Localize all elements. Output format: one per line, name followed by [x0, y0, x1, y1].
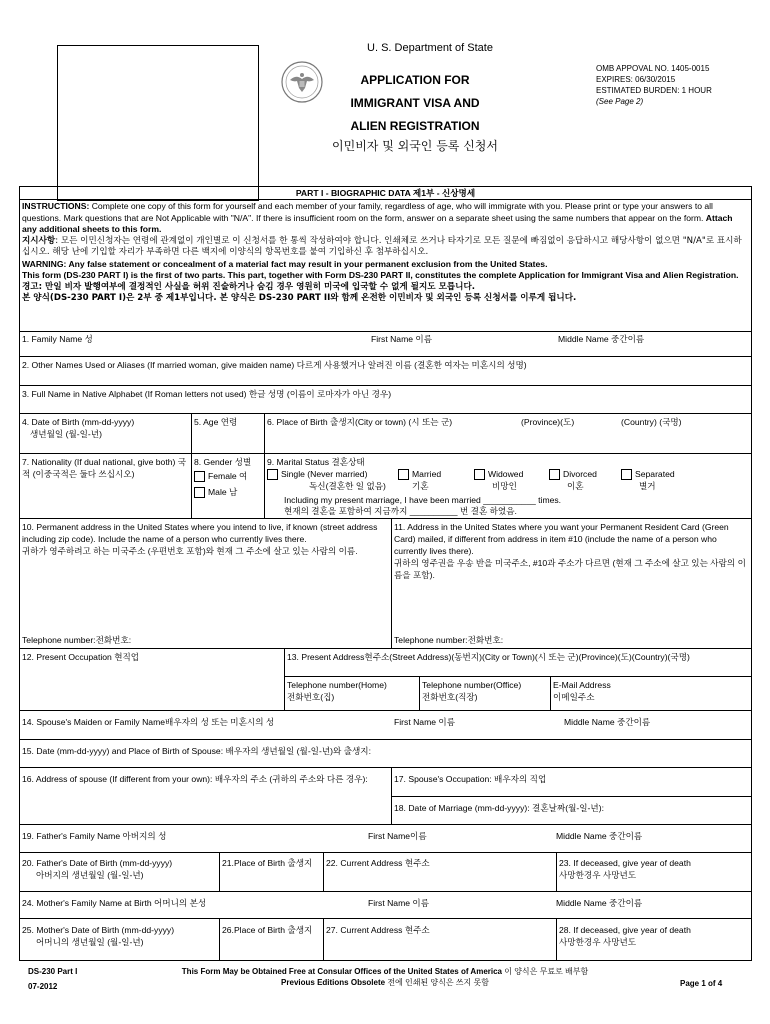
- field-province[interactable]: (Province)(도): [521, 417, 575, 427]
- state-department-seal-icon: [280, 60, 324, 104]
- field-age[interactable]: 5. Age 연령: [194, 417, 238, 427]
- field-mother-birthplace[interactable]: 26.Place of Birth 출생지: [222, 925, 313, 935]
- f10-label: 10. Permanent address in the United States where you intend to live, if known (street address including zip code). Include the name of a person who currently lives there.: [22, 522, 378, 544]
- separated-label: Separated: [635, 469, 675, 479]
- married-label: Married: [412, 469, 442, 479]
- field-spouse-middle-name[interactable]: Middle Name 중간이름: [564, 717, 651, 727]
- omb-burden: ESTIMATED BURDEN: 1 HOUR: [596, 86, 712, 95]
- title-line-3: ALIEN REGISTRATION: [350, 119, 480, 133]
- f11-label-kr: 귀하의 영주권을 우송 반을 미국주소, #10과 주소가 다르면 (현재 그 주소에 살고 있는 사람의 이름을 포함).: [394, 558, 746, 580]
- omb-approval: OMB APPOVAL NO. 1405-0015: [596, 64, 710, 73]
- field-spouse-name[interactable]: 14. Spouse's Maiden or Family Name배우자의 성 또는 미혼시의 성: [22, 717, 275, 727]
- field-present-occupation[interactable]: 12. Present Occupation 현직업: [22, 652, 140, 662]
- field-other-names[interactable]: 2. Other Names Used or Aliases (If married woman, give maiden name) 다르게 사용했거나 알려진 이름 (결혼한 여자는 미혼시의 성명): [22, 360, 527, 370]
- instructions-label: INSTRUCTIONS:: [22, 201, 90, 211]
- married-times[interactable]: Including my present marriage, I have been married ___________ times.: [284, 495, 562, 505]
- instructions-text: Complete one copy of this form for yourself and each member of your family, regardless of age, who will immigrate with you. Please print or type your answers to all questions. Mark questions that are Not Applicable with "N/A". If there is insufficient room on the form, answer on a separate sheet using the same numbers that appear on the form.: [22, 201, 713, 223]
- single-label: Single (Never married): [281, 469, 368, 479]
- field-mother-family-name[interactable]: 24. Mother's Family Name at Birth 어머니의 본성: [22, 898, 207, 908]
- title-line-1: APPLICATION FOR: [360, 73, 470, 87]
- single-checkbox[interactable]: [267, 469, 278, 480]
- warning-korean: 경고: 만일 비자 발행여부에 결정적인 사실을 허위 진술하거나 숨김 경우 영원히 미국에 입국할 수 없게 될지도 모릅니다.: [22, 281, 476, 292]
- f11-label: 11. Address in the United States where you want your Permanent Resident Card (Green Card) mailed, if different from address in item #10 (include the name of a person who currently lives there).: [394, 522, 729, 556]
- field-phone-home[interactable]: [284, 677, 419, 705]
- field-mother-death-year[interactable]: [556, 922, 752, 950]
- field-father-family-name[interactable]: 19. Father's Family Name 아버지의 성: [22, 831, 167, 841]
- marital-label: 9. Marital Status 결혼상태: [267, 457, 365, 467]
- field-present-address[interactable]: 13. Present Address현주소(Street Address)(동번지)(City or Town)(시 또는 군)(Province)(도)(Country)(국명): [287, 652, 690, 662]
- email-label: E-Mail Address: [553, 680, 611, 690]
- f10-label-kr: 귀하가 영주하려고 하는 미국주소 (우편번호 포함)와 현재 그 주소에 살고 있는 사람의 이름.: [22, 546, 358, 556]
- field-nationality[interactable]: 7. Nationality (If dual national, give both) 국적 (이중국적은 둘다 쓰십시오): [22, 457, 187, 479]
- footer-free-note: [150, 966, 620, 977]
- title-line-2: IMMIGRANT VISA AND: [350, 96, 480, 110]
- single-label-kr: 독신(결혼한 일 없음): [309, 481, 386, 492]
- married-checkbox[interactable]: [398, 469, 409, 480]
- field-family-name[interactable]: 1. Family Name 성: [22, 334, 93, 344]
- field-email[interactable]: [550, 677, 750, 705]
- footer-obsolete-kr: 전에 인쇄된 양식은 쓰지 못함: [387, 978, 489, 987]
- instructions-attach: Attach any additional sheets to this form.: [22, 212, 733, 234]
- part-note: This form (DS-230 PART I) is the first of two parts. This part, together with Form DS-230 PART II, constitutes the complete Application for Immigrant Visa and Alien Registration.: [22, 270, 739, 280]
- field-date-of-birth[interactable]: [19, 414, 191, 442]
- instructions-kr-label: 지시사항: [22, 235, 56, 246]
- separated-checkbox[interactable]: [621, 469, 632, 480]
- father-dob-label: 20. Father's Date of Birth (mm-dd-yyyy): [22, 858, 173, 868]
- mother-death-label: 28. If deceased, give year of death: [559, 925, 691, 935]
- dob-label: 4. Date of Birth (mm-dd-yyyy): [22, 417, 135, 427]
- field-first-name[interactable]: First Name 이름: [371, 334, 433, 344]
- title-korean: 이민비자 및 외국인 등록 신청서: [332, 139, 498, 153]
- dob-label-kr: 생년월일 (월-일-년): [30, 429, 102, 439]
- separated-label-kr: 별거: [639, 481, 656, 492]
- omb-see-page: (See Page 2): [596, 97, 644, 106]
- field-place-of-birth[interactable]: 6. Place of Birth 출생지(City or town) (시 또는 군): [267, 417, 453, 427]
- instructions-block: [19, 199, 752, 331]
- field-mother-first-name[interactable]: First Name 이름: [368, 898, 430, 908]
- field-father-address[interactable]: 22. Current Address 현주소: [326, 858, 430, 868]
- married-label-kr: 기혼: [412, 481, 429, 492]
- footer-obsolete-en: Previous Editions Obsolete: [281, 978, 386, 987]
- field-father-dob[interactable]: [19, 855, 219, 883]
- father-death-label-kr: 사망한경우 사망년도: [559, 870, 637, 880]
- field-marital-status: [264, 454, 752, 518]
- divorced-label-kr: 이혼: [567, 481, 584, 492]
- footer-page-number: Page 1 of 4: [680, 979, 723, 988]
- field-permanent-address[interactable]: [19, 519, 391, 647]
- field-green-card-address[interactable]: [391, 519, 752, 647]
- field-father-death-year[interactable]: [556, 855, 752, 883]
- footer-free-en: This Form May be Obtained Free at Consular Offices of the United States of America: [181, 967, 503, 976]
- footer-obsolete-note: [150, 977, 620, 988]
- widowed-checkbox[interactable]: [474, 469, 485, 480]
- female-label: Female 여: [208, 471, 248, 481]
- email-label-kr: 이메일주소: [553, 692, 595, 702]
- field-father-birthplace[interactable]: 21.Place of Birth 출생지: [222, 858, 313, 868]
- instructions-kr-text: : 모든 이민신청자는 연령에 관계없이 개인별로 이 신청서를 한 통씩 작성하여야 합니다. 인쇄체로 쓰거나 타자기로 모든 질문에 빠짐없이 응답하시고 해당사항이 없으면 "N/A"로 표시하십시오. 해당 난에 기입할 자리가 부족하면 다른 백지에 이양식의 항목번호를 붙여 기입하신 후 첨부하십시오.: [22, 235, 742, 257]
- phone-home-label: Telephone number(Home): [287, 680, 387, 690]
- field-father-middle-name[interactable]: Middle Name 중간이름: [556, 831, 643, 841]
- f11-telephone[interactable]: Telephone number:전화번호:: [394, 635, 504, 645]
- father-dob-label-kr: 아버지의 생년월일 (월-일-년): [36, 870, 144, 880]
- footer-date: 07-2012: [28, 982, 58, 991]
- widowed-label-kr: 비망인: [492, 481, 517, 492]
- field-native-name[interactable]: 3. Full Name in Native Alphabet (If Roman letters not used) 한글 성명 (이름이 로마자가 아닌 경우): [22, 389, 392, 399]
- divorced-checkbox[interactable]: [549, 469, 560, 480]
- field-spouse-dob-place[interactable]: 15. Date (mm-dd-yyyy) and Place of Birth of Spouse: 배우자의 생년월일 (월-일-년)와 출생지:: [22, 746, 371, 756]
- gender-label: 8. Gender 성별: [194, 457, 252, 467]
- male-label: Male 남: [208, 487, 238, 498]
- field-country[interactable]: (Country) (국명): [621, 417, 682, 427]
- footer-form-number: DS-230 Part I: [28, 967, 78, 976]
- omb-expires: EXPIRES: 06/30/2015: [596, 75, 676, 84]
- field-phone-office[interactable]: [419, 677, 550, 705]
- footer-free-kr: 이 양식은 무료로 배부함: [504, 967, 589, 976]
- photo-box: [57, 45, 259, 201]
- mother-dob-label-kr: 어머니의 생년월일 (월-일-년): [36, 937, 144, 947]
- f10-telephone[interactable]: Telephone number:전화번호:: [22, 635, 132, 645]
- warning-text: WARNING: Any false statement or concealment of a material fact may result in your permanent exclusion from the United States.: [22, 258, 548, 269]
- field-gender: [191, 454, 264, 500]
- field-father-first-name[interactable]: First Name이름: [368, 831, 427, 841]
- field-date-of-marriage[interactable]: 18. Date of Marriage (mm-dd-yyyy): 결혼날짜(월-일-년):: [394, 803, 604, 813]
- omb-info: [596, 63, 761, 107]
- field-mother-dob[interactable]: [19, 922, 219, 950]
- form-title: [330, 72, 500, 154]
- phone-office-label: Telephone number(Office): [422, 680, 522, 690]
- phone-office-label-kr: 전화번호(직장): [422, 692, 478, 702]
- divorced-label: Divorced: [563, 469, 597, 479]
- field-mother-address[interactable]: 27. Current Address 현주소: [326, 925, 430, 935]
- department-name: U. S. Department of State: [367, 42, 493, 54]
- part-note-korean: 본 양식(DS-230 PART I)은 2부 중 제1부입니다. 본 양식은 DS-230 PART II와 함께 온전한 이민비자 및 외국인 등록 신청서를 이루게 됩니다.: [22, 293, 577, 303]
- field-spouse-first-name[interactable]: First Name 이름: [394, 717, 456, 727]
- married-times-kr: 현재의 결혼을 포함하여 지금까지 __________ 번 결혼 하였음.: [284, 506, 517, 516]
- field-middle-name[interactable]: Middle Name 중간이름: [558, 334, 645, 344]
- field-spouse-address[interactable]: 16. Address of spouse (If different from your own): 배우자의 주소 (귀하의 주소와 다른 경우):: [22, 774, 368, 784]
- female-checkbox[interactable]: [194, 471, 205, 482]
- widowed-label: Widowed: [488, 469, 524, 479]
- part-title: PART I - BIOGRAPHIC DATA 제1부 - 신상명세: [295, 188, 476, 198]
- field-spouse-occupation[interactable]: 17. Spouse's Occupation: 배우자의 직업: [394, 774, 547, 784]
- mother-dob-label: 25. Mother's Date of Birth (mm-dd-yyyy): [22, 925, 175, 935]
- male-checkbox[interactable]: [194, 487, 205, 498]
- mother-death-label-kr: 사망한경우 사망년도: [559, 937, 637, 947]
- phone-home-label-kr: 전화번호(집): [287, 692, 335, 702]
- father-death-label: 23. If deceased, give year of death: [559, 858, 691, 868]
- field-mother-middle-name[interactable]: Middle Name 중간이름: [556, 898, 643, 908]
